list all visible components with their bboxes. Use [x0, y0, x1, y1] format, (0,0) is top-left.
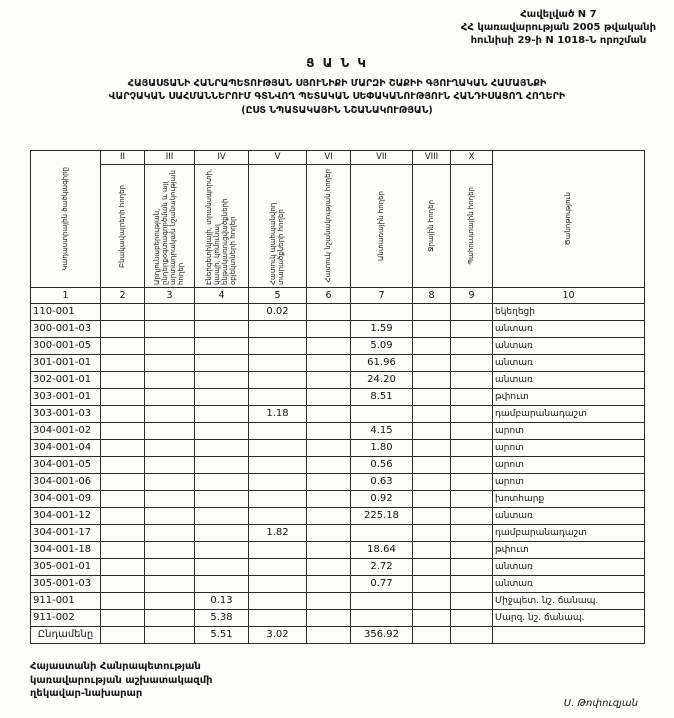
- cell-code: 110-001: [31, 304, 101, 321]
- cell-value: [451, 593, 493, 610]
- cell-value: 24.20: [351, 372, 413, 389]
- title-line-1: ՀԱՅԱՍՏԱՆԻ ՀԱՆՐԱՊԵՏՈՒԹՅԱՆ ՍՅՈՒՆԻՔԻ ՄԱՐԶԻ ՇԱՔԻԻ ԳՅՈՒՂԱԿԱՆ ՀԱՄԱՅՆՔԻ: [127, 78, 547, 89]
- cell-value: [249, 610, 307, 627]
- cell-code: 303-001-01: [31, 389, 101, 406]
- cell-value: [351, 406, 413, 423]
- cell-value: [451, 423, 493, 440]
- table-row: [31, 525, 645, 542]
- cell-value: [413, 525, 451, 542]
- cell-value: [249, 457, 307, 474]
- cell-value: [451, 440, 493, 457]
- table-row: [31, 610, 645, 627]
- cell-value: [101, 423, 145, 440]
- table-row: [31, 576, 645, 593]
- cell-value: [101, 321, 145, 338]
- col-number: 7: [351, 288, 413, 304]
- cell-value: [451, 542, 493, 559]
- cell-code: 305-001-01: [31, 559, 101, 576]
- rotated-header-text: Արդյունաբերության, ընդերքօգտագործման և այլ արտադրական նշանակության հողեր: [153, 170, 186, 285]
- cell-value: 0.13: [195, 593, 249, 610]
- cell-value: [307, 610, 351, 627]
- cell-value: [351, 610, 413, 627]
- cell-value: [307, 423, 351, 440]
- rotated-header-text: Էներգետիկայի, տրանսպորտի, կապի, կոմունալ ենթակառուցվածքների օբյեկտների հողեր: [205, 168, 238, 285]
- cell-value: [451, 321, 493, 338]
- cell-code: 304-001-18: [31, 542, 101, 559]
- cell-value: [307, 508, 351, 525]
- cell-value: [101, 559, 145, 576]
- cell-code: 304-001-02: [31, 423, 101, 440]
- cell-value: [145, 389, 195, 406]
- table-row: [31, 542, 645, 559]
- cell-code: 304-001-12: [31, 508, 101, 525]
- cell-value: [145, 304, 195, 321]
- cell-value: [351, 593, 413, 610]
- cell-value: [101, 372, 145, 389]
- cell-code: 304-001-09: [31, 491, 101, 508]
- cell-value: [307, 593, 351, 610]
- cell-value: [307, 627, 351, 644]
- cell-value: 1.18: [249, 406, 307, 423]
- cell-value: [249, 440, 307, 457]
- cell-value: 356.92: [351, 627, 413, 644]
- col-header-rotated: [145, 165, 195, 288]
- cell-code: 304-001-05: [31, 457, 101, 474]
- cell-note: անտառ: [493, 355, 645, 372]
- cell-value: [413, 508, 451, 525]
- cell-note: արոտ: [493, 474, 645, 491]
- cell-value: [145, 508, 195, 525]
- cell-value: [413, 542, 451, 559]
- col-header-rotated: [101, 165, 145, 288]
- cell-value: 1.59: [351, 321, 413, 338]
- cell-value: [195, 542, 249, 559]
- signatory-block: [30, 660, 213, 701]
- cell-value: [101, 525, 145, 542]
- cell-value: [307, 542, 351, 559]
- cell-value: [195, 355, 249, 372]
- cell-value: 1.80: [351, 440, 413, 457]
- cell-value: [249, 355, 307, 372]
- cell-value: [195, 389, 249, 406]
- cell-value: [195, 474, 249, 491]
- signature-name: Ս. Թոփուզյան: [563, 698, 638, 709]
- cell-value: 61.96: [351, 355, 413, 372]
- col-header-note: [493, 151, 645, 288]
- cell-code: 301-001-01: [31, 355, 101, 372]
- cell-value: [195, 457, 249, 474]
- cell-value: [145, 627, 195, 644]
- cell-value: [195, 321, 249, 338]
- cell-value: [307, 406, 351, 423]
- cell-value: 0.92: [351, 491, 413, 508]
- col-header-rotated: [351, 165, 413, 288]
- cell-value: [145, 440, 195, 457]
- cell-note: անտառ: [493, 576, 645, 593]
- col-header-rotated: [195, 165, 249, 288]
- cell-value: [413, 406, 451, 423]
- col-roman-numeral: VII: [351, 151, 413, 165]
- cell-note: խոտհարք: [493, 491, 645, 508]
- cell-note: արոտ: [493, 423, 645, 440]
- appendix-line-1: Հավելված N 7: [520, 9, 597, 20]
- table-row: [31, 321, 645, 338]
- rotated-header-text: Կադաստրային ծածկագիրը: [61, 167, 70, 271]
- cell-value: [145, 406, 195, 423]
- cell-value: 1.82: [249, 525, 307, 542]
- cell-value: [145, 355, 195, 372]
- cell-value: [145, 338, 195, 355]
- cell-value: [307, 389, 351, 406]
- cell-value: [145, 610, 195, 627]
- cell-code: 302-001-01: [31, 372, 101, 389]
- cell-value: [195, 525, 249, 542]
- cell-value: [101, 440, 145, 457]
- cell-value: [101, 304, 145, 321]
- cell-value: [413, 491, 451, 508]
- cell-code: 300-001-05: [31, 338, 101, 355]
- cell-value: [307, 491, 351, 508]
- lands-table: [30, 150, 645, 644]
- cell-note: անտառ: [493, 508, 645, 525]
- cell-value: 3.02: [249, 627, 307, 644]
- cell-value: 0.02: [249, 304, 307, 321]
- cell-value: 18.64: [351, 542, 413, 559]
- cell-code: 304-001-06: [31, 474, 101, 491]
- cell-value: 8.51: [351, 389, 413, 406]
- cell-value: [101, 491, 145, 508]
- cell-value: [307, 440, 351, 457]
- cell-value: [145, 321, 195, 338]
- cell-value: [413, 576, 451, 593]
- cell-value: [413, 372, 451, 389]
- col-number: 9: [451, 288, 493, 304]
- cell-value: [451, 389, 493, 406]
- cell-value: [195, 338, 249, 355]
- cell-note: անտառ: [493, 559, 645, 576]
- cell-value: [145, 423, 195, 440]
- cell-value: 0.56: [351, 457, 413, 474]
- cell-value: [413, 474, 451, 491]
- cell-value: [101, 593, 145, 610]
- cell-code: 303-001-03: [31, 406, 101, 423]
- cell-value: [249, 508, 307, 525]
- col-header-rotated: [451, 165, 493, 288]
- cell-value: [413, 355, 451, 372]
- cell-value: [101, 389, 145, 406]
- cell-value: [413, 389, 451, 406]
- cell-note: եկեղեցի: [493, 304, 645, 321]
- table-row: [31, 440, 645, 457]
- cell-value: 2.72: [351, 559, 413, 576]
- cell-value: [145, 457, 195, 474]
- cell-value: [451, 457, 493, 474]
- cell-value: [413, 440, 451, 457]
- title-line-3: (ԸՍՏ ՆՊԱՏԱԿԱՅԻՆ ՆՇԱՆԱԿՈՒԹՅԱՆ): [241, 104, 433, 116]
- col-header-code: [31, 151, 101, 288]
- cell-value: [451, 474, 493, 491]
- cell-code: 911-001: [31, 593, 101, 610]
- footer-line-1: Հայաստանի Հանրապետության: [30, 661, 201, 672]
- cell-value: [249, 593, 307, 610]
- rotated-header-text: Ջրային հողեր: [427, 200, 436, 252]
- col-header-rotated: [413, 165, 451, 288]
- cell-value: [451, 304, 493, 321]
- cell-value: [145, 593, 195, 610]
- cell-value: [145, 491, 195, 508]
- cell-note: դամբարանադաշտ: [493, 406, 645, 423]
- cell-value: [249, 542, 307, 559]
- col-header-rotated: [249, 165, 307, 288]
- table-row: [31, 389, 645, 406]
- rotated-header-text: Հատուկ նշանակության հողեր: [324, 169, 333, 283]
- cell-code: 305-001-03: [31, 576, 101, 593]
- cell-value: [451, 406, 493, 423]
- cell-note: արոտ: [493, 457, 645, 474]
- cell-note: թփուտ: [493, 542, 645, 559]
- cell-value: 0.63: [351, 474, 413, 491]
- table-row: [31, 491, 645, 508]
- cell-value: [195, 304, 249, 321]
- cell-code: 304-001-04: [31, 440, 101, 457]
- cell-value: [413, 593, 451, 610]
- cell-value: [145, 576, 195, 593]
- cell-note: անտառ: [493, 372, 645, 389]
- col-roman-numeral: VI: [307, 151, 351, 165]
- col-roman-numeral: III: [145, 151, 195, 165]
- table-row: [31, 338, 645, 355]
- cell-value: 4.15: [351, 423, 413, 440]
- cell-code: 300-001-03: [31, 321, 101, 338]
- cell-value: [145, 542, 195, 559]
- cell-value: [451, 576, 493, 593]
- table-row: [31, 474, 645, 491]
- cell-value: [101, 338, 145, 355]
- cell-value: [413, 457, 451, 474]
- cell-value: [451, 525, 493, 542]
- cell-value: [195, 508, 249, 525]
- appendix-line-2: ՀՀ կառավարության 2005 թվականի: [460, 22, 656, 33]
- cell-value: [451, 610, 493, 627]
- table-row: [31, 406, 645, 423]
- cell-value: [451, 372, 493, 389]
- cell-value: [249, 321, 307, 338]
- col-number: 2: [101, 288, 145, 304]
- cell-value: [195, 423, 249, 440]
- cell-value: [307, 355, 351, 372]
- cell-value: [413, 610, 451, 627]
- title-line-2: ՎԱՐՉԱԿԱՆ ՍԱՀՄԱՆՆԵՐՈՒՄ ԳՏՆՎՈՂ ՊԵՏԱԿԱՆ ՍԵՓԱԿԱՆՈՒԹՅՈՒՆ ՀԱՆԴԻՍԱՑՈՂ ՀՈՂԵՐԻ: [108, 91, 566, 103]
- cell-code: 911-002: [31, 610, 101, 627]
- document-title-block: [0, 56, 674, 117]
- table-row: [31, 593, 645, 610]
- cell-note: թփուտ: [493, 389, 645, 406]
- cell-value: [307, 525, 351, 542]
- header-row-roman: [31, 151, 645, 165]
- cell-value: [451, 355, 493, 372]
- header-row-numbers: [31, 288, 645, 304]
- cell-value: [101, 627, 145, 644]
- col-number: 6: [307, 288, 351, 304]
- cell-note: արոտ: [493, 440, 645, 457]
- cell-value: [145, 372, 195, 389]
- cell-value: [101, 406, 145, 423]
- cell-note: անտառ: [493, 321, 645, 338]
- col-roman-numeral: IV: [195, 151, 249, 165]
- cell-note: Միջպետ. նշ. ճանապ.: [493, 593, 645, 610]
- col-roman-numeral: X: [451, 151, 493, 165]
- cell-value: [351, 525, 413, 542]
- cell-value: 5.09: [351, 338, 413, 355]
- table-row: [31, 457, 645, 474]
- cell-note: [493, 627, 645, 644]
- col-header-rotated: [307, 165, 351, 288]
- col-roman-numeral: VIII: [413, 151, 451, 165]
- footer-line-2: կառավարության աշխատակազմի: [30, 674, 213, 686]
- col-number: 4: [195, 288, 249, 304]
- cell-value: [307, 576, 351, 593]
- cell-value: [195, 372, 249, 389]
- cell-value: [451, 508, 493, 525]
- cell-value: [413, 304, 451, 321]
- cell-value: 225.18: [351, 508, 413, 525]
- cell-value: [249, 491, 307, 508]
- cell-value: [249, 474, 307, 491]
- cell-value: [451, 627, 493, 644]
- cell-value: [307, 457, 351, 474]
- table-row: [31, 508, 645, 525]
- appendix-reference: [461, 8, 656, 47]
- cell-value: [145, 559, 195, 576]
- cell-value: [249, 576, 307, 593]
- rotated-header-text: Պահուստային հողեր: [467, 187, 476, 265]
- cell-value: [307, 304, 351, 321]
- cell-value: [413, 338, 451, 355]
- cell-value: [249, 559, 307, 576]
- cell-value: [249, 338, 307, 355]
- cell-value: [451, 559, 493, 576]
- cell-value: [101, 474, 145, 491]
- cell-value: [145, 474, 195, 491]
- table-row: [31, 423, 645, 440]
- cell-value: [195, 491, 249, 508]
- cell-value: [413, 627, 451, 644]
- col-number: 10: [493, 288, 645, 304]
- cell-value: [451, 491, 493, 508]
- footer-line-3: ղեկավար-նախարար: [30, 688, 143, 699]
- cell-value: [101, 457, 145, 474]
- cell-code: 304-001-17: [31, 525, 101, 542]
- document-title: Ց Ա Ն Կ: [306, 56, 368, 70]
- rotated-header-text: Հատուկ պահպանվող տարածքների հողեր: [269, 202, 286, 285]
- cell-value: [101, 610, 145, 627]
- cell-code: Ընդամենը: [31, 627, 101, 644]
- cell-value: [195, 440, 249, 457]
- appendix-line-3: հունիսի 29-ի N 1018-Ն որոշման: [470, 35, 647, 46]
- cell-value: [413, 559, 451, 576]
- cell-note: Մարզ. նշ. ճանապ.: [493, 610, 645, 627]
- cell-value: [307, 559, 351, 576]
- cell-value: [145, 525, 195, 542]
- cell-value: [307, 474, 351, 491]
- col-number: 1: [31, 288, 101, 304]
- rotated-header-text: Բնակավայրերի հողեր: [118, 184, 127, 268]
- col-number: 3: [145, 288, 195, 304]
- table-row: [31, 355, 645, 372]
- cell-value: [101, 508, 145, 525]
- cell-value: 5.38: [195, 610, 249, 627]
- rotated-header-text: Անտառային հողեր: [377, 191, 386, 261]
- cell-value: [195, 559, 249, 576]
- cell-value: [451, 338, 493, 355]
- table-row: [31, 559, 645, 576]
- cell-value: [195, 576, 249, 593]
- cell-value: [101, 576, 145, 593]
- table-row: [31, 304, 645, 321]
- cell-value: 0.77: [351, 576, 413, 593]
- col-number: 5: [249, 288, 307, 304]
- col-roman-numeral: V: [249, 151, 307, 165]
- cell-value: [249, 389, 307, 406]
- cell-value: 5.51: [195, 627, 249, 644]
- table-row: [31, 372, 645, 389]
- col-roman-numeral: II: [101, 151, 145, 165]
- cell-value: [195, 406, 249, 423]
- cell-value: [101, 542, 145, 559]
- rotated-header-text: Ծանոթություն: [564, 192, 573, 246]
- cell-value: [249, 372, 307, 389]
- cell-value: [101, 355, 145, 372]
- cell-value: [307, 338, 351, 355]
- col-number: 8: [413, 288, 451, 304]
- cell-value: [307, 321, 351, 338]
- cell-note: դամբարանադաշտ: [493, 525, 645, 542]
- cell-value: [413, 423, 451, 440]
- cell-value: [307, 372, 351, 389]
- cell-note: անտառ: [493, 338, 645, 355]
- cell-value: [413, 321, 451, 338]
- cell-value: [249, 423, 307, 440]
- total-row: [31, 627, 645, 644]
- cell-value: [351, 304, 413, 321]
